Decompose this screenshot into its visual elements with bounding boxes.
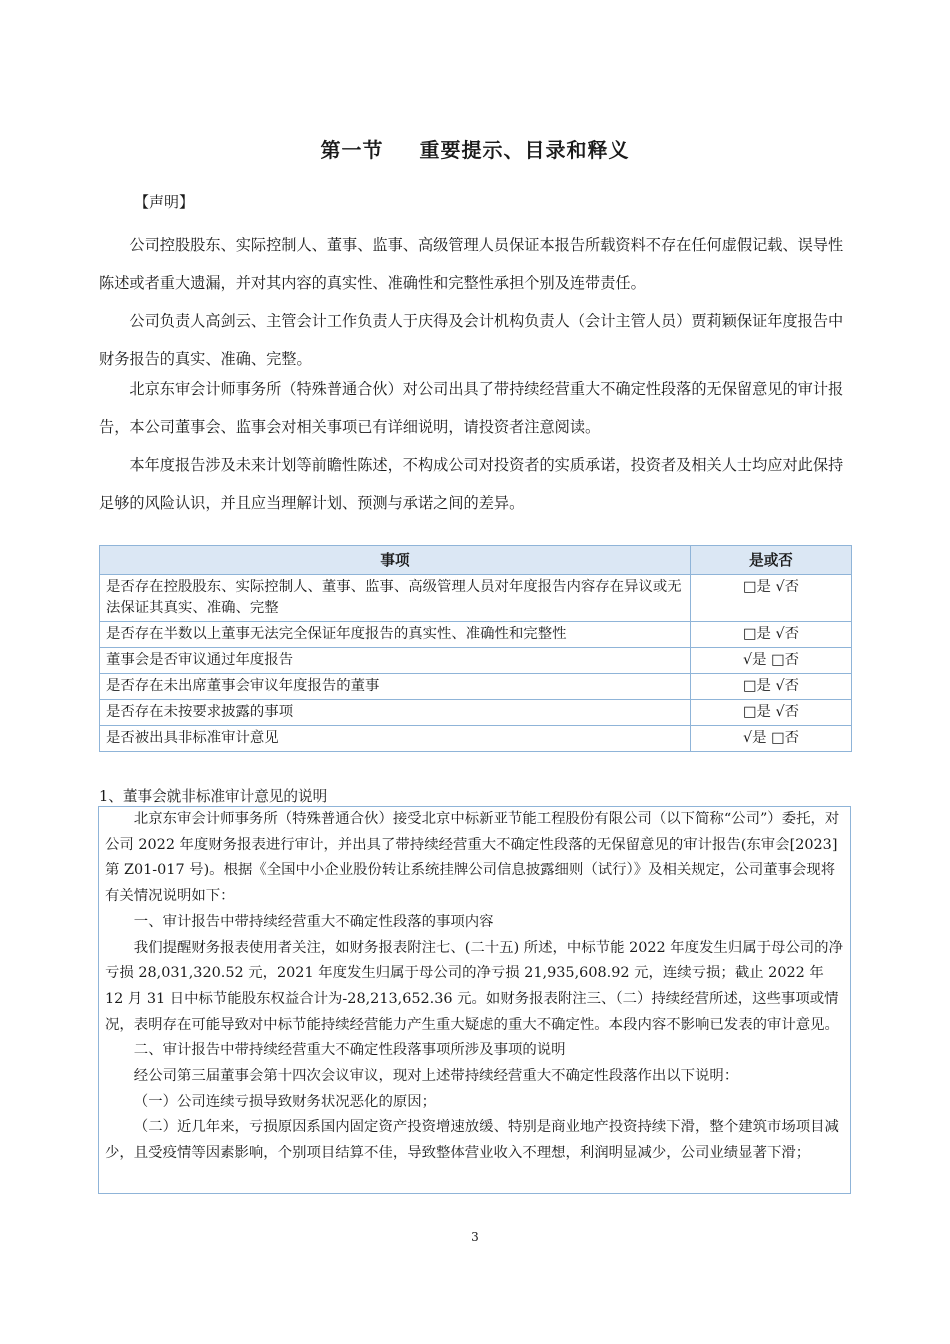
page-title	[0, 134, 950, 163]
explanation-box	[98, 806, 851, 1194]
explanation-paragraph: 北京东审会计师事务所（特殊普通合伙）接受北京中标新亚节能工程股份有限公司（以下简称“公司”）委托，对公司 2022 年度财务报表进行审计，并出具了带持续经营重大不确定性段落的无保留意见的审计报告(东审会[2023]第 Z01-017 号)。根据《全国中小企业股份转让系统挂牌公司信息披露细则（试行）》及相关规定，公司董事会现将有关情况说明如下：	[105, 811, 840, 905]
row-item: 是否存在半数以上董事无法完全保证年度报告的真实性、准确性和完整性	[100, 622, 691, 648]
row-answer: √是 □否	[691, 648, 852, 674]
declaration-label: 【声明】	[134, 193, 195, 211]
row-answer: □是 √否	[691, 674, 852, 700]
row-answer: □是 √否	[691, 700, 852, 726]
page-number: 3	[471, 1230, 479, 1244]
row-item: 是否被出具非标准审计意见	[100, 726, 691, 752]
table-row	[100, 700, 852, 726]
row-answer: √是 □否	[691, 726, 852, 752]
explanation-paragraph: 我们提醒财务报表使用者关注，如财务报表附注七、(二十五) 所述，中标节能 2022 年度发生归属于母公司的净亏损 28,031,320.52 元，2021 年度发生归属于母公司的净亏损 21,935,608.92 元，连续亏损；截止 2022 年 12 月 31 日中标节能股东权益合计为-28,213,652.36 元。如财务报表附注三、（二）持续经营所述，这些事项或情况，表明存在可能导致对中标节能持续经营能力产生重大疑虑的重大不确定性。本段内容不影响已发表的审计意见。	[105, 939, 843, 1033]
section-number: 第一节	[320, 138, 384, 162]
table-row	[100, 575, 852, 622]
column-header-answer: 是或否	[691, 546, 852, 575]
explanation-paragraph: （一）公司连续亏损导致财务状况恶化的原因；	[133, 1093, 437, 1110]
statement-3: 北京东审会计师事务所（特殊普通合伙）对公司出具了带持续经营重大不确定性段落的无保留意见的审计报告，本公司董事会、监事会对相关事项已有详细说明，请投资者注意阅读。	[99, 380, 844, 436]
section-heading: 重要提示、目录和释义	[419, 138, 630, 162]
section-1-title: 1、董事会就非标准审计意见的说明	[99, 788, 328, 805]
row-item: 是否存在未按要求披露的事项	[100, 700, 691, 726]
table-row	[100, 674, 852, 700]
explanation-paragraph: 一、审计报告中带持续经营重大不确定性段落的事项内容	[133, 913, 494, 930]
row-item: 是否存在控股股东、实际控制人、董事、监事、高级管理人员对年度报告内容存在异议或无法保证其真实、准确、完整	[100, 575, 691, 622]
explanation-paragraph: （二）近几年来，亏损原因系国内固定资产投资增速放缓、特别是商业地产投资持续下滑，整个建筑市场项目减少，且受疫情等因素影响，个别项目结算不佳，导致整体营业收入不理想，利润明显减少，公司业绩显著下滑；	[105, 1119, 839, 1162]
table-header-row	[100, 546, 852, 575]
table-row	[100, 622, 852, 648]
disclosure-table	[99, 545, 852, 752]
explanation-paragraph: 经公司第三届董事会第十四次会议审议，现对上述带持续经营重大不确定性段落作出以下说明：	[133, 1068, 739, 1085]
row-item: 董事会是否审议通过年度报告	[100, 648, 691, 674]
explanation-paragraph: 二、审计报告中带持续经营重大不确定性段落事项所涉及事项的说明	[133, 1042, 566, 1059]
statement-2: 公司负责人高剑云、主管会计工作负责人于庆得及会计机构负责人（会计主管人员）贾莉颖保证年度报告中财务报告的真实、准确、完整。	[99, 312, 844, 368]
statement-1: 公司控股股东、实际控制人、董事、监事、高级管理人员保证本报告所载资料不存在任何虚假记载、误导性陈述或者重大遗漏，并对其内容的真实性、准确性和完整性承担个别及连带责任。	[99, 236, 844, 292]
column-header-item: 事项	[100, 546, 691, 575]
row-item: 是否存在未出席董事会审议年度报告的董事	[100, 674, 691, 700]
row-answer: □是 √否	[691, 575, 852, 622]
statement-4: 本年度报告涉及未来计划等前瞻性陈述，不构成公司对投资者的实质承诺，投资者及相关人士均应对此保持足够的风险认识，并且应当理解计划、预测与承诺之间的差异。	[99, 456, 844, 512]
table-row	[100, 648, 852, 674]
row-answer: □是 √否	[691, 622, 852, 648]
table-row	[100, 726, 852, 752]
